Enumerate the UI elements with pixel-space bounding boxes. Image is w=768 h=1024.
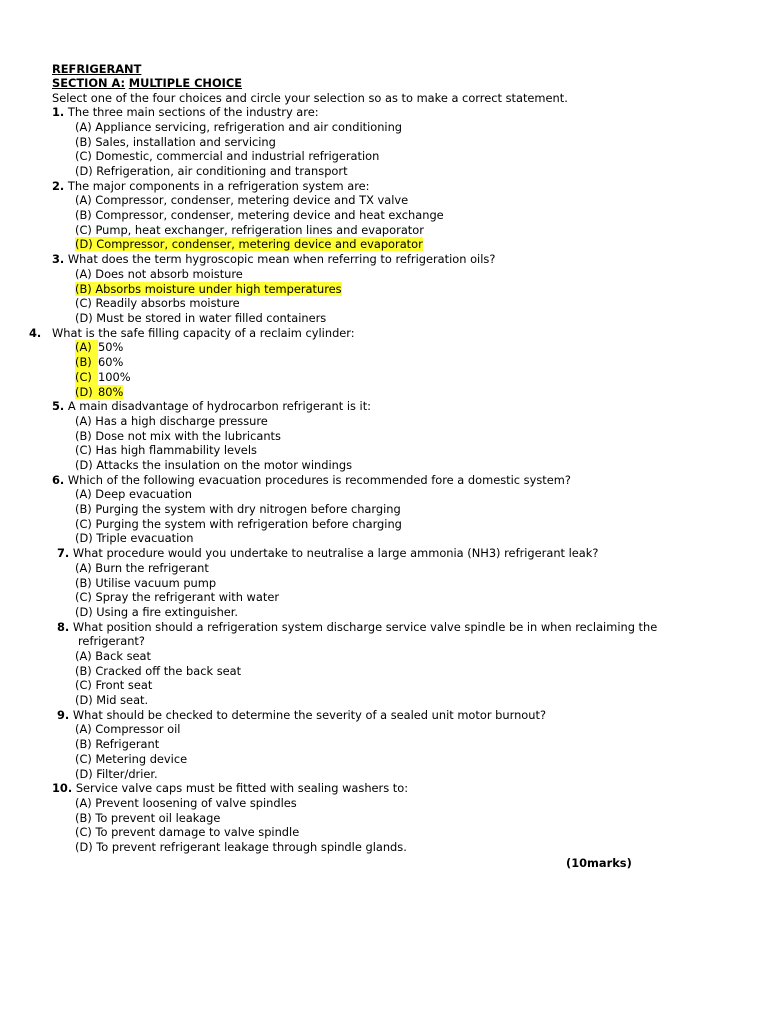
section-prefix: SECTION A: [52, 76, 126, 90]
question-5-option-d: (D) Attacks the insulation on the motor windings [75, 458, 353, 472]
question-number: 9. [57, 708, 70, 722]
option-letter: (A) [75, 340, 98, 355]
question-7-option-d: (D) Using a fire extinguisher. [75, 605, 239, 619]
question-text: A main disadvantage of hydrocarbon refrigerant is it: [67, 399, 372, 413]
question-text: What does the term hygroscopic mean when referring to refrigeration oils? [67, 252, 496, 266]
question-number: 6. [52, 473, 65, 487]
question-3-option-b [75, 282, 342, 297]
question-text: What procedure would you undertake to neutralise a large ammonia (NH3) refrigerant leak? [72, 546, 599, 560]
document-title: REFRIGERANT [52, 62, 142, 76]
question-6-option-c: (C) Purging the system with refrigeration before charging [75, 517, 402, 531]
option-value: 80% [98, 385, 124, 399]
question-10-option-b: (B) To prevent oil leakage [75, 811, 221, 825]
question-1 [52, 105, 319, 120]
question-5 [52, 399, 371, 414]
question-text: The three main sections of the industry are: [67, 105, 319, 119]
highlighted-answer: (B) Absorbs moisture under high temperatures [75, 282, 342, 296]
question-7-option-a: (A) Burn the refrigerant [75, 561, 209, 575]
highlighted-answer: (D) Compressor, condenser, metering device and evaporator [75, 237, 423, 251]
question-number: 1. [52, 105, 65, 119]
question-6-option-d: (D) Triple evacuation [75, 531, 194, 545]
question-number: 10. [52, 781, 73, 795]
question-text: Which of the following evacuation procedures is recommended fore a domestic system? [67, 473, 571, 487]
question-3-option-a: (A) Does not absorb moisture [75, 267, 243, 281]
question-10 [52, 781, 408, 796]
question-5-option-a: (A) Has a high discharge pressure [75, 414, 268, 428]
question-text: Service valve caps must be fitted with sealing washers to: [75, 781, 409, 795]
option-letter: (B) [75, 355, 98, 370]
question-4-option-b [75, 355, 123, 370]
question-9 [57, 708, 546, 723]
question-1-option-d: (D) Refrigeration, air conditioning and transport [75, 164, 348, 178]
section-heading [52, 76, 242, 91]
question-text: The major components in a refrigeration system are: [67, 179, 370, 193]
question-3 [52, 252, 495, 267]
question-8-option-d: (D) Mid seat. [75, 693, 149, 707]
question-1-option-c: (C) Domestic, commercial and industrial refrigeration [75, 149, 380, 163]
question-3-option-c: (C) Readily absorbs moisture [75, 296, 240, 310]
question-1-option-a: (A) Appliance servicing, refrigeration and air conditioning [75, 120, 403, 134]
question-number: 8. [57, 620, 70, 634]
question-5-option-c: (C) Has high flammability levels [75, 443, 257, 457]
question-text: What is the safe filling capacity of a reclaim cylinder: [52, 326, 355, 340]
question-7-option-b: (B) Utilise vacuum pump [75, 576, 217, 590]
option-letter: (D) [75, 385, 93, 399]
question-text: What position should a refrigeration system discharge service valve spindle be in when reclaiming the [72, 620, 658, 634]
question-3-option-d: (D) Must be stored in water filled containers [75, 311, 327, 325]
question-4-option-a [75, 340, 123, 355]
question-10-option-c: (C) To prevent damage to valve spindle [75, 825, 300, 839]
question-8-option-c: (C) Front seat [75, 678, 153, 692]
question-4-option-d [75, 385, 123, 400]
question-6 [52, 473, 571, 488]
question-7 [57, 546, 598, 561]
question-9-option-b: (B) Refrigerant [75, 737, 160, 751]
question-6-option-b: (B) Purging the system with dry nitrogen before charging [75, 502, 401, 516]
question-2-option-d [75, 237, 423, 252]
question-number: 3. [52, 252, 65, 266]
question-9-option-a: (A) Compressor oil [75, 722, 181, 736]
question-2-option-b: (B) Compressor, condenser, metering device and heat exchange [75, 208, 444, 222]
question-10-option-d: (D) To prevent refrigerant leakage through spindle glands. [75, 840, 407, 854]
option-value: 50% [98, 340, 124, 354]
question-1-option-b: (B) Sales, installation and servicing [75, 135, 276, 149]
question-10-option-a: (A) Prevent loosening of valve spindles [75, 796, 297, 810]
question-5-option-b: (B) Dose not mix with the lubricants [75, 429, 281, 443]
question-number: 5. [52, 399, 65, 413]
option-letter: (C) [75, 370, 98, 385]
question-number: 2. [52, 179, 65, 193]
total-marks: (10marks) [566, 856, 632, 870]
question-2 [52, 179, 370, 194]
option-value: 100% [98, 370, 131, 384]
question-number: 7. [57, 546, 70, 560]
question-6-option-a: (A) Deep evacuation [75, 487, 192, 501]
question-8-option-a: (A) Back seat [75, 649, 151, 663]
question-2-option-c: (C) Pump, heat exchanger, refrigeration lines and evaporator [75, 223, 424, 237]
option-value: 60% [98, 355, 124, 369]
question-9-option-c: (C) Metering device [75, 752, 188, 766]
highlighted-answer [75, 385, 123, 399]
question-4-option-c [75, 370, 131, 385]
section-name: MULTIPLE CHOICE [128, 76, 243, 90]
question-2-option-a: (A) Compressor, condenser, metering device and TX valve [75, 193, 409, 207]
question-9-option-d: (D) Filter/drier. [75, 767, 158, 781]
question-8-text-continued: refrigerant? [78, 634, 145, 648]
instructions: Select one of the four choices and circle your selection so as to make a correct statement. [52, 91, 568, 105]
question-8 [57, 620, 657, 635]
question-7-option-c: (C) Spray the refrigerant with water [75, 590, 280, 604]
question-4 [29, 326, 355, 341]
question-number: 4. [29, 326, 42, 340]
question-text: What should be checked to determine the severity of a sealed unit motor burnout? [72, 708, 546, 722]
question-8-option-b: (B) Cracked off the back seat [75, 664, 242, 678]
